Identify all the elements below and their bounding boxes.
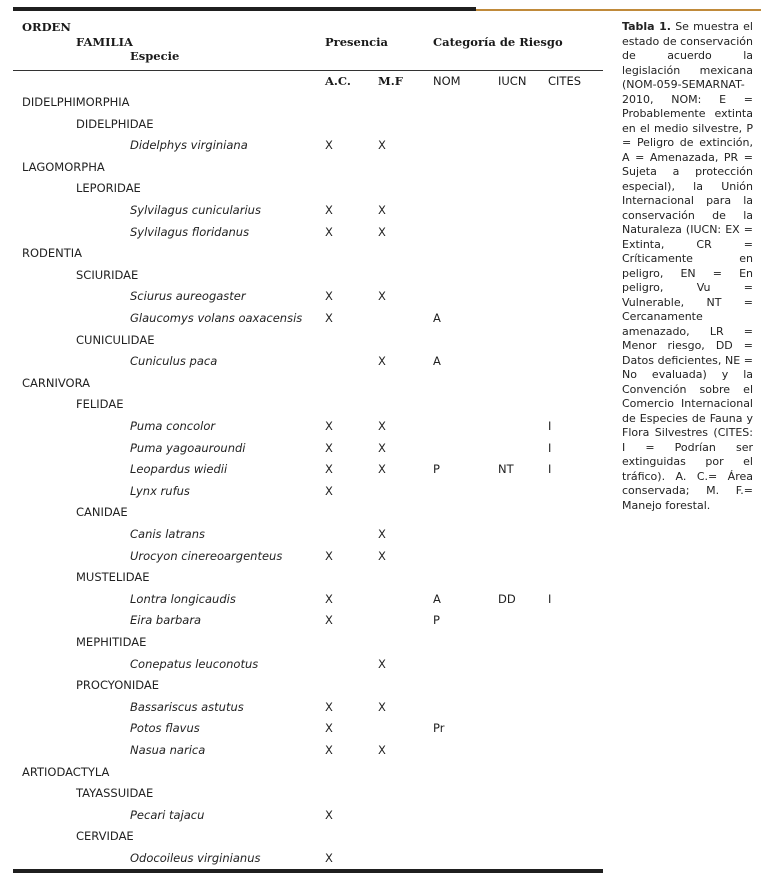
table-row-species	[0, 654, 610, 675]
table-row-species	[0, 135, 610, 156]
table-row-species	[0, 222, 610, 243]
especie-name: Eira barbara	[130, 613, 202, 628]
table-row-species	[0, 546, 610, 567]
cell-iucn: NT	[498, 462, 514, 477]
table-row-species	[0, 459, 610, 480]
familia-name: CANIDAE	[76, 505, 128, 520]
especie-name: Cuniculus paca	[130, 354, 218, 369]
cell-ac: X	[325, 699, 333, 714]
cell-mf: X	[378, 138, 386, 153]
cell-ac: X	[325, 462, 333, 477]
table-row-species	[0, 697, 610, 718]
table-row-species	[0, 610, 610, 631]
cell-ac: X	[325, 138, 333, 153]
cell-mf: X	[378, 527, 386, 541]
table-row-familia	[0, 826, 610, 847]
table-bottom-rule	[13, 869, 603, 873]
caption-label: Tabla 1.	[622, 20, 671, 33]
cell-mf: X	[378, 743, 386, 757]
table-row-species	[0, 286, 610, 307]
header-ac: A.C.	[325, 74, 351, 88]
orden-name: CARNIVORA	[22, 375, 90, 390]
especie-name: Sylvilagus floridanus	[130, 224, 250, 239]
table-row-species	[0, 416, 610, 437]
cell-nom: Pr	[433, 721, 445, 736]
header-iucn: IUCN	[498, 74, 527, 88]
cell-ac: X	[325, 419, 333, 433]
cell-cites: I	[548, 462, 552, 477]
cell-ac: X	[325, 721, 333, 736]
cell-cites: I	[548, 440, 552, 455]
especie-name: Glaucomys volans oaxacensis	[130, 311, 303, 325]
familia-name: MUSTELIDAE	[76, 570, 150, 585]
table-row-orden	[0, 157, 610, 178]
especie-name: Potos flavus	[130, 721, 200, 736]
especie-name: Sciurus aureogaster	[130, 289, 246, 304]
table-row-species	[0, 200, 610, 221]
familia-name: FELIDAE	[76, 397, 124, 412]
cell-nom: A	[433, 311, 441, 325]
table-row-orden	[0, 92, 610, 113]
cell-cites: I	[548, 419, 552, 433]
orden-name: LAGOMORPHA	[22, 159, 105, 174]
table-row-species	[0, 589, 610, 610]
familia-name: MEPHITIDAE	[76, 635, 147, 649]
table-row-familia	[0, 567, 610, 588]
cell-nom: A	[433, 591, 441, 606]
cell-mf: X	[378, 203, 386, 217]
header-cites: CITES	[548, 74, 582, 88]
especie-name: Puma concolor	[130, 419, 216, 433]
especie-name: Conepatus leuconotus	[130, 656, 259, 671]
cell-ac: X	[325, 311, 333, 325]
table-row-familia	[0, 265, 610, 286]
especie-name: Canis latrans	[130, 527, 206, 541]
table-row-orden	[0, 243, 610, 264]
table-row-familia	[0, 394, 610, 415]
familia-name: DIDELPHIDAE	[76, 116, 154, 131]
cell-mf: X	[378, 656, 386, 671]
familia-name: TAYASSUIDAE	[76, 786, 154, 801]
cell-ac: X	[325, 440, 333, 455]
familia-name: CUNICULIDAE	[76, 332, 155, 347]
header-mf: M.F	[378, 74, 403, 88]
especie-name: Leopardus wiedii	[130, 462, 228, 477]
especie-name: Pecari tajacu	[130, 807, 205, 822]
table-row-species	[0, 524, 610, 545]
cell-ac: X	[325, 591, 333, 606]
orden-name: ARTIODACTYLA	[22, 764, 110, 779]
cell-mf: X	[378, 354, 386, 369]
cell-ac: X	[325, 203, 333, 217]
familia-name: PROCYONIDAE	[76, 678, 160, 693]
table-row-familia	[0, 502, 610, 523]
header-orden: ORDEN	[22, 20, 71, 34]
especie-name: Puma yagoauroundi	[130, 440, 246, 455]
cell-mf: X	[378, 289, 386, 304]
table-row-species	[0, 438, 610, 459]
cell-ac: X	[325, 743, 333, 757]
cell-mf: X	[378, 462, 386, 477]
cell-ac: X	[325, 807, 333, 822]
cell-iucn: DD	[498, 591, 516, 606]
familia-name: LEPORIDAE	[76, 181, 141, 196]
especie-name: Nasua narica	[130, 743, 206, 757]
table-row-species	[0, 308, 610, 329]
cell-nom: P	[433, 462, 440, 477]
cell-cites: I	[548, 591, 552, 606]
header-especie: Especie	[130, 49, 180, 63]
cell-ac: X	[325, 224, 333, 239]
header-familia: FAMILIA	[76, 35, 133, 49]
table-row-familia	[0, 675, 610, 696]
cell-mf: X	[378, 440, 386, 455]
orden-name: RODENTIA	[22, 246, 83, 261]
especie-name: Bassariscus astutus	[130, 699, 244, 714]
especie-name: Didelphys virginiana	[130, 138, 248, 153]
table-row-orden	[0, 373, 610, 394]
especie-name: Lontra longicaudis	[130, 591, 236, 606]
table-row-species	[0, 718, 610, 739]
cell-mf: X	[378, 548, 386, 563]
especie-name: Lynx rufus	[130, 483, 190, 498]
cell-mf: X	[378, 224, 386, 239]
cell-mf: X	[378, 699, 386, 714]
familia-name: SCIURIDAE	[76, 267, 139, 282]
table-row-species	[0, 351, 610, 372]
header-categoria-riesgo: Categoría de Riesgo	[433, 35, 563, 49]
especie-name: Odocoileus virginianus	[130, 851, 261, 865]
header-nom: NOM	[433, 74, 461, 88]
table-row-familia	[0, 178, 610, 199]
cell-nom: P	[433, 613, 440, 628]
header-presencia: Presencia	[325, 35, 388, 49]
table-row-familia	[0, 632, 610, 653]
table-row-species	[0, 805, 610, 826]
table-row-species	[0, 481, 610, 502]
cell-ac: X	[325, 483, 333, 498]
table-caption	[622, 20, 753, 513]
especie-name: Sylvilagus cunicularius	[130, 203, 261, 217]
table-row-familia	[0, 114, 610, 135]
cell-ac: X	[325, 548, 333, 563]
cell-ac: X	[325, 613, 333, 628]
especie-name: Urocyon cinereoargenteus	[130, 548, 283, 563]
cell-ac: X	[325, 289, 333, 304]
cell-mf: X	[378, 419, 386, 433]
orden-name: DIDELPHIMORPHIA	[22, 95, 130, 109]
table-row-species	[0, 740, 610, 761]
caption-text: Se muestra el estado de conservación de acuerdo la legislación mexicana (NOM-059-SEMARNAT-2010, NOM: E = Probablemente extinta en el medio silvestre, P = Peligro de extinción, A = Amenazada, PR = Sujeta a protección especial), la Unión Internacional para la conservación de la Naturaleza (IUCN: EX = Extinta, CR = Críticamente en peligro, EN = En peligro, Vu = Vulnerable, NT = Cercanamente amenazado, LR = Menor riesgo, DD = Datos deficientes, NE = No evaluada) y la Convención sobre el Comercio Internacional de Especies de Fauna y Flora Silvestres (CITES: I = Podrían ser extinguidas por el tráfico). A. C.= Área conservada; M. F.= Manejo forestal.	[622, 20, 753, 512]
table-row-orden	[0, 762, 610, 783]
cell-ac: X	[325, 851, 333, 865]
table-row-familia	[0, 783, 610, 804]
cell-nom: A	[433, 354, 441, 369]
familia-name: CERVIDAE	[76, 829, 134, 844]
table-row-species	[0, 848, 610, 869]
table-row-familia	[0, 330, 610, 351]
